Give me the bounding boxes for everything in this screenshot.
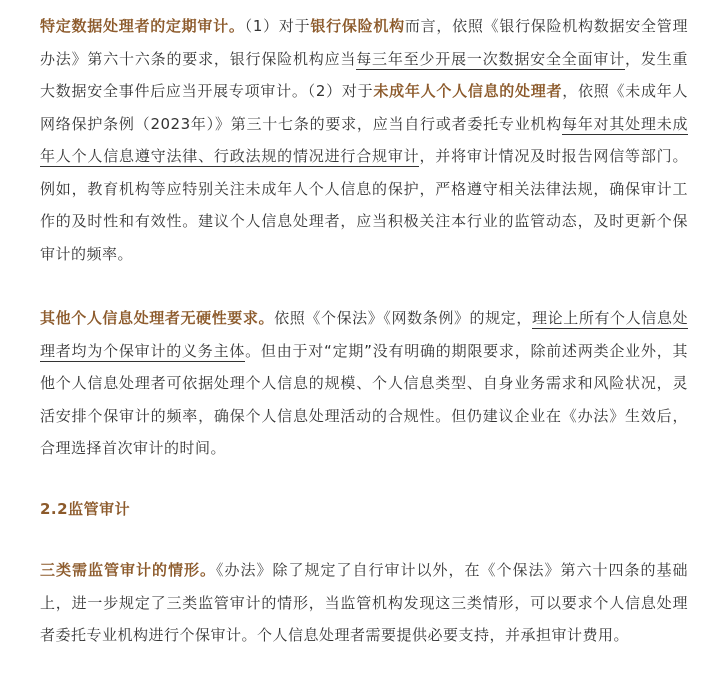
lead-no-hard-requirement: 其他个人信息处理者无硬性要求。 <box>40 309 275 327</box>
section-heading: 2.2监管审计 <box>40 499 131 518</box>
entity-minor-info-processor: 未成年人个人信息的处理者 <box>373 82 563 100</box>
text-span: 依照《个保法》《网数条例》的规定， <box>274 309 532 327</box>
text-span: ，并将审计情况及时报告网信等部门。例如，教育机构等应特别关注未成年人个人信息的保护，严格遵守相关法律法规，确保审计工作的及时性和有效性。建议个人信息处理者，应当积极关注本行业的监管动态，及时更新个保审计的频率。 <box>40 147 688 263</box>
text-span: 而言，依照《银行保险机构数据安全管理办法》第六十六条的要求，银行保险机构应当 <box>40 17 688 68</box>
lead-three-regulatory-cases: 三类需监管审计的情形。 <box>40 561 216 579</box>
lead-periodic-audit: 特定数据处理者的定期审计。 <box>40 17 245 35</box>
paragraph-periodic-audit <box>40 10 688 270</box>
underlined-three-year-audit: 每三年至少开展一次数据安全全面审计 <box>356 49 626 68</box>
paragraph-other-processors <box>40 302 688 465</box>
text-span: 。但由于对“定期”没有明确的期限要求，除前述两类企业外，其他个人信息处理者可依据处理个人信息的规模、个人信息类型、自身业务需求和风险状况，灵活安排个保审计的频率，确保个人信息处理活动的合规性。但仍建议企业在《办法》生效后，合理选择首次审计的时间。 <box>40 341 688 457</box>
document-body <box>40 10 688 652</box>
text-span: ，依照《未成年人网络保护条例（2023年）》第三十七条的要求，应当自行或者委托专业机构 <box>40 82 688 133</box>
text-span: （1）对于 <box>244 17 311 35</box>
paragraph-regulatory-audit <box>40 554 688 652</box>
paragraph-spacer <box>40 465 688 493</box>
entity-bank-insurance: 银行保险机构 <box>310 17 405 35</box>
paragraph-spacer <box>40 270 688 302</box>
paragraph-spacer <box>40 525 688 554</box>
text-span: ，发生重大数据安全事件后应当开展专项审计。（2）对于 <box>40 49 688 100</box>
underlined-annual-compliance-audit: 每年对其处理未成年人个人信息遵守法律、行政法规的情况进行合规审计 <box>40 114 688 165</box>
text-span: 《办法》除了规定了自行审计以外，在《个保法》第六十四条的基础上，进一步规定了三类监管审计的情形，当监管机构发现这三类情形，可以要求个人信息处理者委托专业机构进行个保审计。个人信息处理者需要提供必要支持，并承担审计费用。 <box>40 561 688 644</box>
underlined-all-processors-obligated: 理论上所有个人信息处理者均为个保审计的义务主体 <box>40 309 688 360</box>
